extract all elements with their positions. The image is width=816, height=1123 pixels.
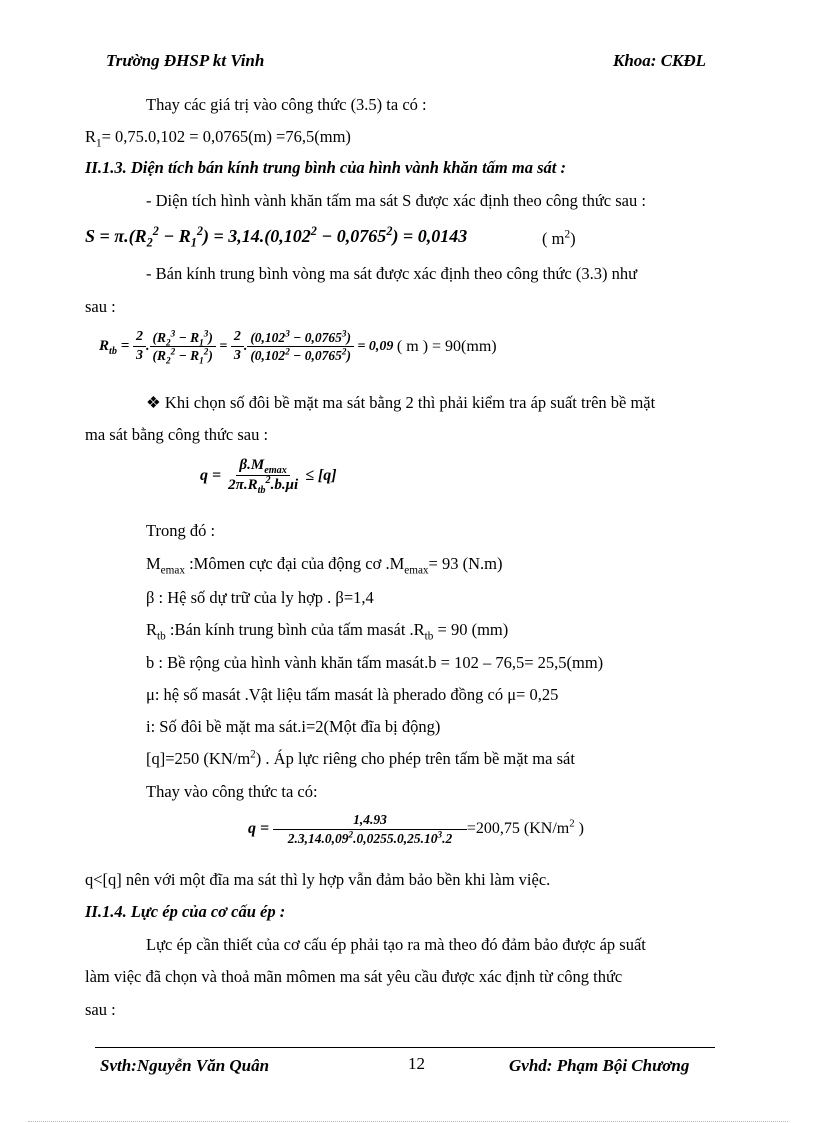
text-line-11: Lực ép cần thiết của cơ cấu ép phải tạo ra mà theo đó đảm bảo được áp suất: [146, 935, 646, 954]
equation-pressure-value: q = $\frac{1,4.93}{2.3,14.0,09^2.0,0255.0,25.10^3.2}$ =200,75 ($KN/m^2$ ): [248, 812, 584, 846]
equation-pressure-value-tail: =200,75 ($KN/m^2$ ): [466, 817, 584, 837]
equation-pressure: q = $\frac{\beta.M_{emax}}{2\pi.R_{tb}^2.b.\mu i}$ ≤ [q]: [200, 457, 337, 496]
definition-b: b : Bề rộng của hình vành khăn tấm masát.b = 102 – 76,5= 25,5(mm): [146, 653, 604, 672]
header-faculty: Khoa: CKĐL: [613, 51, 707, 70]
equation-area-unit: ( $m^2$): [542, 228, 576, 248]
text-line-9: Thay vào công thức ta có:: [146, 782, 318, 801]
definition-mu: μ: hệ số masát .Vật liệu tấm masát là pherado đồng có μ= 0,25: [146, 685, 559, 704]
text-line-4: - Bán kính trung bình vòng ma sát được xác định theo công thức (3.3) như: [146, 264, 638, 283]
equation-mean-radius-tail: ( m ) = 90(mm): [396, 337, 497, 355]
section-heading-2-1-4: II.1.4. Lực ép của cơ cấu ép :: [85, 902, 286, 921]
text-line-12: làm việc đã chọn và thoả mãn mômen ma sát yêu cầu được xác định từ công thức: [85, 967, 623, 986]
header-school: Trường ĐHSP kt Vinh: [106, 51, 265, 70]
page-bottom-border: [28, 1121, 788, 1122]
text-line-13: sau :: [85, 1000, 116, 1019]
footer-rule: [95, 1047, 715, 1048]
text-line-10: q<[q] nên với một đĩa ma sát thì ly hợp vẫn đảm bảo bền khi làm việc.: [85, 870, 551, 889]
text-line-7: ma sát bằng công thức sau :: [85, 425, 269, 444]
footer-page-number: 12: [408, 1054, 425, 1073]
footer-student: Svth:Nguyễn Văn Quân: [100, 1056, 270, 1075]
text-line-3: - Diện tích hình vành khăn tấm ma sát S được xác định theo công thức sau :: [146, 191, 646, 210]
section-heading-2-1-3: II.1.3. Diện tích bán kính trung bình của hình vành khăn tấm ma sát :: [85, 158, 566, 177]
text-line-2: $R_1= 0,75.0,102 = 0,0765(m) =76,5(mm)$: [85, 127, 351, 150]
equation-mean-radius: $R_{tb}$ = $\frac{2}{3}$ . $\frac{(R_2^3 - R_1^3)}{(R_2^2 - R_1^2)}$ = $\frac{2}{3}$ . $\frac{(0,102^3 - 0,0765^3)}{(0,102^2 - 0,0765^2)}$ = 0,09 ( m ) = 90(mm): [99, 328, 497, 366]
definition-i: i: Số đôi bề mặt ma sát.i=2(Một đĩa bị động): [146, 717, 441, 736]
definition-rtb: $R_{tb}$ :Bán kính trung bình của tấm masát $.R_{tb} = 90$ (mm): [146, 620, 509, 643]
definition-beta: β : Hệ số dự trữ của ly hợp . β=1,4: [146, 588, 374, 607]
text-line-1: Thay các giá trị vào công thức (3.5) ta có :: [146, 95, 427, 114]
footer-advisor: Gvhd: Phạm Bội Chương: [509, 1056, 690, 1075]
text-line-8: Trong đó :: [146, 521, 216, 540]
definition-memax: $M_{emax}$ :Mômen cực đại của động cơ $.M_{emax}= 93$ (N.m): [146, 554, 503, 577]
equation-area: $S = \pi.(R_2^2 - R_1^2) = 3,14.(0,102^2 - 0,0765^2) = 0,0143$: [85, 224, 468, 250]
text-line-6: ❖ Khi chọn số đôi bề mặt ma sát bằng 2 thì phải kiểm tra áp suất trên bề mặt: [146, 393, 656, 412]
text-line-5: sau :: [85, 297, 116, 316]
definition-q-allowed: [q]=250 $(KN/m^2)$ . Áp lực riêng cho phép trên tấm bề mặt ma sát: [146, 748, 575, 768]
